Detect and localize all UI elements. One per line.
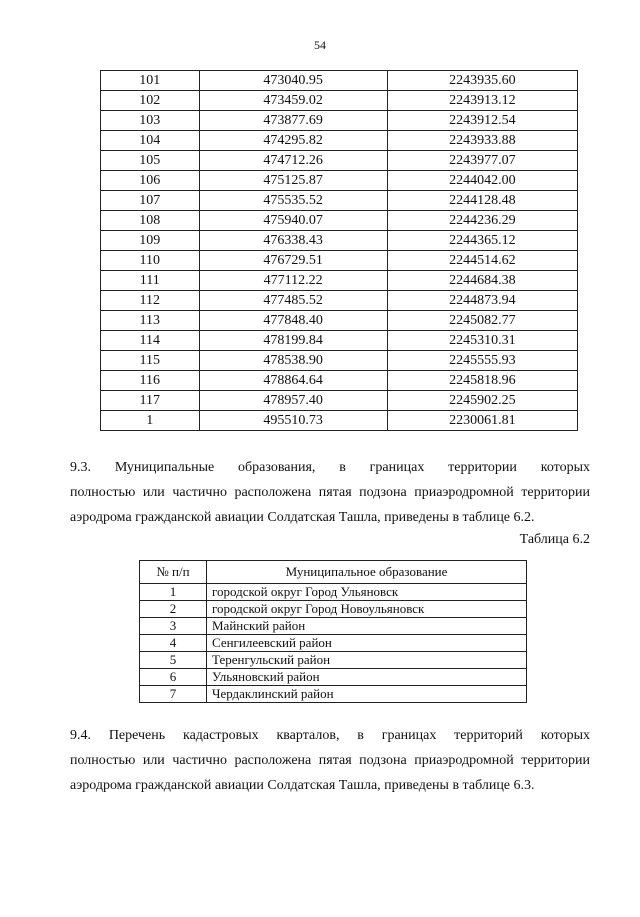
row-number-cell: 3 <box>140 618 207 635</box>
x-coordinate-cell: 478864.64 <box>199 371 387 391</box>
x-coordinate-cell: 477848.40 <box>199 311 387 331</box>
table-row <box>101 311 578 331</box>
table-row <box>101 71 578 91</box>
table-row <box>140 584 527 601</box>
point-number-cell: 111 <box>101 271 200 291</box>
paragraph-line: аэродрома гражданской авиации Солдатская Ташла, приведены в таблице 6.2. <box>70 510 535 525</box>
table-row <box>101 391 578 411</box>
point-number-cell: 107 <box>101 191 200 211</box>
table-row <box>101 111 578 131</box>
x-coordinate-cell: 476338.43 <box>199 231 387 251</box>
y-coordinate-cell: 2244042.00 <box>387 171 577 191</box>
y-coordinate-cell: 2245310.31 <box>387 331 577 351</box>
y-coordinate-cell: 2243913.12 <box>387 91 577 111</box>
point-number-cell: 113 <box>101 311 200 331</box>
y-coordinate-cell: 2243977.07 <box>387 151 577 171</box>
page-number: 54 <box>314 38 326 52</box>
table-row <box>101 131 578 151</box>
y-coordinate-cell: 2244684.38 <box>387 271 577 291</box>
table-row <box>101 211 578 231</box>
paragraph-line: полностью или частично расположена пятая подзона приаэродромной территории <box>70 485 590 500</box>
x-coordinate-cell: 477485.52 <box>199 291 387 311</box>
column-header-municipality: Муниципальное образование <box>207 561 527 584</box>
table-row <box>101 191 578 211</box>
row-number-cell: 7 <box>140 686 207 703</box>
y-coordinate-cell: 2244873.94 <box>387 291 577 311</box>
table-row <box>101 231 578 251</box>
y-coordinate-cell: 2245082.77 <box>387 311 577 331</box>
y-coordinate-cell: 2245902.25 <box>387 391 577 411</box>
y-coordinate-cell: 2244365.12 <box>387 231 577 251</box>
table-row <box>101 151 578 171</box>
paragraph-line: 9.4. Перечень кадастровых кварталов, в границах территорий которых <box>70 728 590 743</box>
x-coordinate-cell: 474712.26 <box>199 151 387 171</box>
table-row <box>101 91 578 111</box>
row-number-cell: 5 <box>140 652 207 669</box>
municipality-name-cell: Сенгилеевский район <box>207 635 527 652</box>
table-row <box>101 351 578 371</box>
point-number-cell: 105 <box>101 151 200 171</box>
x-coordinate-cell: 478957.40 <box>199 391 387 411</box>
coordinates-table <box>100 70 578 431</box>
point-number-cell: 106 <box>101 171 200 191</box>
x-coordinate-cell: 477112.22 <box>199 271 387 291</box>
paragraph-9-4 <box>70 723 590 798</box>
paragraph-line: аэродрома гражданской авиации Солдатская Ташла, приведены в таблице 6.3. <box>70 778 535 793</box>
table-row <box>101 371 578 391</box>
x-coordinate-cell: 495510.73 <box>199 411 387 431</box>
paragraph-9-3 <box>70 455 590 530</box>
x-coordinate-cell: 475125.87 <box>199 171 387 191</box>
y-coordinate-cell: 2243912.54 <box>387 111 577 131</box>
municipality-name-cell: городской округ Город Ульяновск <box>207 584 527 601</box>
column-header-number: № п/п <box>140 561 207 584</box>
y-coordinate-cell: 2244514.62 <box>387 251 577 271</box>
table-row <box>101 171 578 191</box>
municipality-name-cell: Ульяновский район <box>207 669 527 686</box>
x-coordinate-cell: 473877.69 <box>199 111 387 131</box>
x-coordinate-cell: 475940.07 <box>199 211 387 231</box>
municipality-name-cell: Теренгульский район <box>207 652 527 669</box>
y-coordinate-cell: 2245555.93 <box>387 351 577 371</box>
point-number-cell: 103 <box>101 111 200 131</box>
y-coordinate-cell: 2243933.88 <box>387 131 577 151</box>
x-coordinate-cell: 476729.51 <box>199 251 387 271</box>
row-number-cell: 6 <box>140 669 207 686</box>
row-number-cell: 1 <box>140 584 207 601</box>
row-number-cell: 4 <box>140 635 207 652</box>
table-row <box>140 618 527 635</box>
table-row <box>140 601 527 618</box>
y-coordinate-cell: 2230061.81 <box>387 411 577 431</box>
municipality-table <box>139 560 527 703</box>
table-row <box>101 291 578 311</box>
x-coordinate-cell: 478538.90 <box>199 351 387 371</box>
point-number-cell: 115 <box>101 351 200 371</box>
table-caption: Таблица 6.2 <box>519 532 590 547</box>
y-coordinate-cell: 2243935.60 <box>387 71 577 91</box>
point-number-cell: 1 <box>101 411 200 431</box>
coordinates-table-body <box>101 71 578 431</box>
table-row <box>101 411 578 431</box>
y-coordinate-cell: 2244236.29 <box>387 211 577 231</box>
table-row <box>140 686 527 703</box>
municipality-table-body <box>140 584 527 703</box>
point-number-cell: 108 <box>101 211 200 231</box>
point-number-cell: 117 <box>101 391 200 411</box>
x-coordinate-cell: 473459.02 <box>199 91 387 111</box>
x-coordinate-cell: 475535.52 <box>199 191 387 211</box>
municipality-name-cell: Майнский район <box>207 618 527 635</box>
table-row <box>101 331 578 351</box>
y-coordinate-cell: 2244128.48 <box>387 191 577 211</box>
row-number-cell: 2 <box>140 601 207 618</box>
table-row <box>140 652 527 669</box>
table-header-row <box>140 561 527 584</box>
paragraph-line: полностью или частично расположена пятая подзона приаэродромной территории <box>70 753 590 768</box>
x-coordinate-cell: 474295.82 <box>199 131 387 151</box>
table-row <box>140 669 527 686</box>
paragraph-line: 9.3. Муниципальные образования, в границах территории которых <box>70 460 590 475</box>
point-number-cell: 109 <box>101 231 200 251</box>
y-coordinate-cell: 2245818.96 <box>387 371 577 391</box>
point-number-cell: 104 <box>101 131 200 151</box>
point-number-cell: 116 <box>101 371 200 391</box>
point-number-cell: 112 <box>101 291 200 311</box>
x-coordinate-cell: 478199.84 <box>199 331 387 351</box>
municipality-name-cell: Чердаклинский район <box>207 686 527 703</box>
table-row <box>140 635 527 652</box>
table-row <box>101 271 578 291</box>
point-number-cell: 114 <box>101 331 200 351</box>
point-number-cell: 102 <box>101 91 200 111</box>
point-number-cell: 101 <box>101 71 200 91</box>
point-number-cell: 110 <box>101 251 200 271</box>
table-row <box>101 251 578 271</box>
x-coordinate-cell: 473040.95 <box>199 71 387 91</box>
municipality-name-cell: городской округ Город Новоульяновск <box>207 601 527 618</box>
